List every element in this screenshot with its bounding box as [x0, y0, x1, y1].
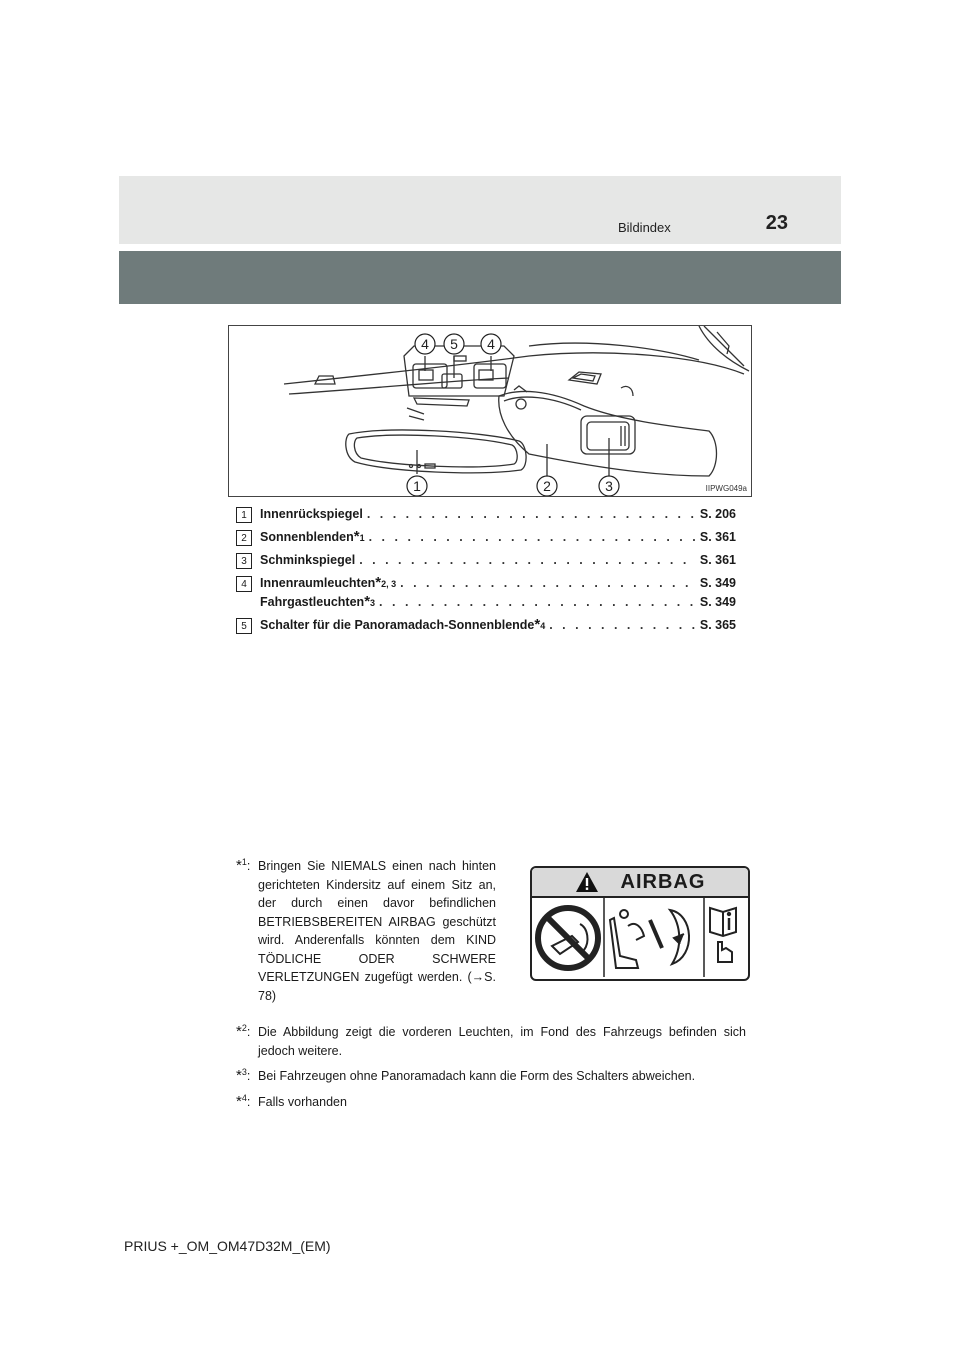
legend-number: 4 [236, 576, 252, 592]
manual-book-icon [710, 908, 736, 962]
footnote-text: Bringen Sie NIEMALS einen nach hinten gerichteten Kindersitz auf einem Sitz an, der durch einen davor befindlichen BETRIEBSBEREITEN AIRBAG geschützt wird. Anderenfalls könnten dem KIND TÖDLICHE ODER SCHWERE VERLETZUNGEN zugefügt werden. (→S. 78) [258, 859, 496, 1003]
figure-code: IIPWG049a [705, 484, 747, 493]
footnote-mark: 1 [241, 856, 247, 867]
legend-number: 5 [236, 618, 252, 634]
dark-band [119, 251, 841, 304]
legend-list [236, 505, 736, 639]
footnote-mark: 4 [540, 621, 546, 631]
callout-label: 1 [413, 478, 421, 494]
legend-item: 2 Sonnenblenden *1 . . . S. 361 [236, 528, 736, 551]
legend-item [236, 505, 736, 528]
footnote-mark: 2 [241, 1022, 247, 1033]
legend-number: 1 [236, 507, 252, 523]
legend-item: 4 Innenraumleuchten *2, 3 . . . S. 349 [236, 574, 736, 593]
document-code: PRIUS +_OM_OM47D32M_(EM) [124, 1238, 331, 1254]
page-ref[interactable]: S. 349 [699, 576, 736, 590]
footnote-2: *$^2$: Die Abbildung zeigt die vorderen Leuchten, im Fond des Fahrzeugs befinden sich jedoch weitere. [236, 1023, 746, 1060]
footnote-mark: 3 [241, 1066, 247, 1077]
page-ref[interactable]: S. 361 [699, 530, 736, 544]
callout-label: 3 [605, 478, 613, 494]
page-number: 23 [765, 212, 788, 234]
legend-number: 2 [236, 530, 252, 546]
no-child-seat-icon [538, 908, 598, 968]
page-ref[interactable]: S. 206 [699, 507, 736, 521]
airbag-warning-label [530, 866, 750, 981]
footnote-mark: 1 [359, 533, 365, 543]
legend-label: Schminkspiegel [260, 553, 356, 567]
legend-number: 3 [236, 553, 252, 569]
page-ref[interactable]: S. 349 [699, 595, 736, 609]
airbag-title: AIRBAG [620, 870, 706, 893]
footnote-text: Falls vorhanden [258, 1095, 347, 1109]
footnote-4: *$^4$: Falls vorhanden [236, 1093, 746, 1112]
interior-drawing [229, 326, 751, 496]
footnote-mark: 2, 3 [381, 579, 397, 589]
legend-item: 5 Schalter für die Panoramadach-Sonnenblende *4 . . . S. 365 [236, 616, 736, 639]
legend-label: Innenrückspiegel [260, 507, 363, 521]
footnote-text: Die Abbildung zeigt die vorderen Leuchten, im Fond des Fahrzeugs befinden sich jedoch weitere. [258, 1025, 746, 1058]
airbag-pictograms [532, 898, 744, 977]
footnote-text: Bei Fahrzeugen ohne Panoramadach kann die Form des Schalters abweichen. [258, 1069, 696, 1083]
warning-triangle-icon [575, 871, 599, 893]
legend-label: Schalter für die Panoramadach-Sonnenblende [260, 618, 535, 632]
page-ref[interactable]: S. 361 [699, 553, 736, 567]
legend-label: Innenraumleuchten [260, 576, 376, 590]
section-title: Bildindex [618, 220, 671, 235]
callout-label: 5 [450, 336, 458, 352]
callout-label: 4 [487, 336, 495, 352]
footnote-1: *$^1$: Bringen Sie NIEMALS einen nach hinten gerichteten Kindersitz auf einem Sitz an, der durch einen davor befindlichen BETRIEBSBEREITEN AIRBAG geschützt wird. Anderenfalls könnten dem KIND TÖDLICHE ODER SCHWERE VERLETZUNGEN zugefügt werden. (→S. 78) [236, 857, 496, 1005]
callout-label: 2 [543, 478, 551, 494]
airbag-header [532, 868, 748, 898]
legend-label: Sonnenblenden [260, 530, 354, 544]
footnote-3: *$^3$: Bei Fahrzeugen ohne Panoramadach kann die Form des Schalters abweichen. [236, 1067, 746, 1086]
footnote-mark: 4 [241, 1092, 247, 1103]
interior-illustration [228, 325, 752, 497]
legend-label: Fahrgastleuchten [260, 595, 365, 609]
seat-airbag-icon [610, 910, 689, 968]
legend-item: Fahrgastleuchten *3 . . . S. 349 [236, 593, 736, 616]
page-ref[interactable]: S. 365 [699, 618, 736, 632]
footnote-mark: 3 [370, 598, 376, 608]
legend-item [236, 551, 736, 574]
callout-label: 4 [421, 336, 429, 352]
